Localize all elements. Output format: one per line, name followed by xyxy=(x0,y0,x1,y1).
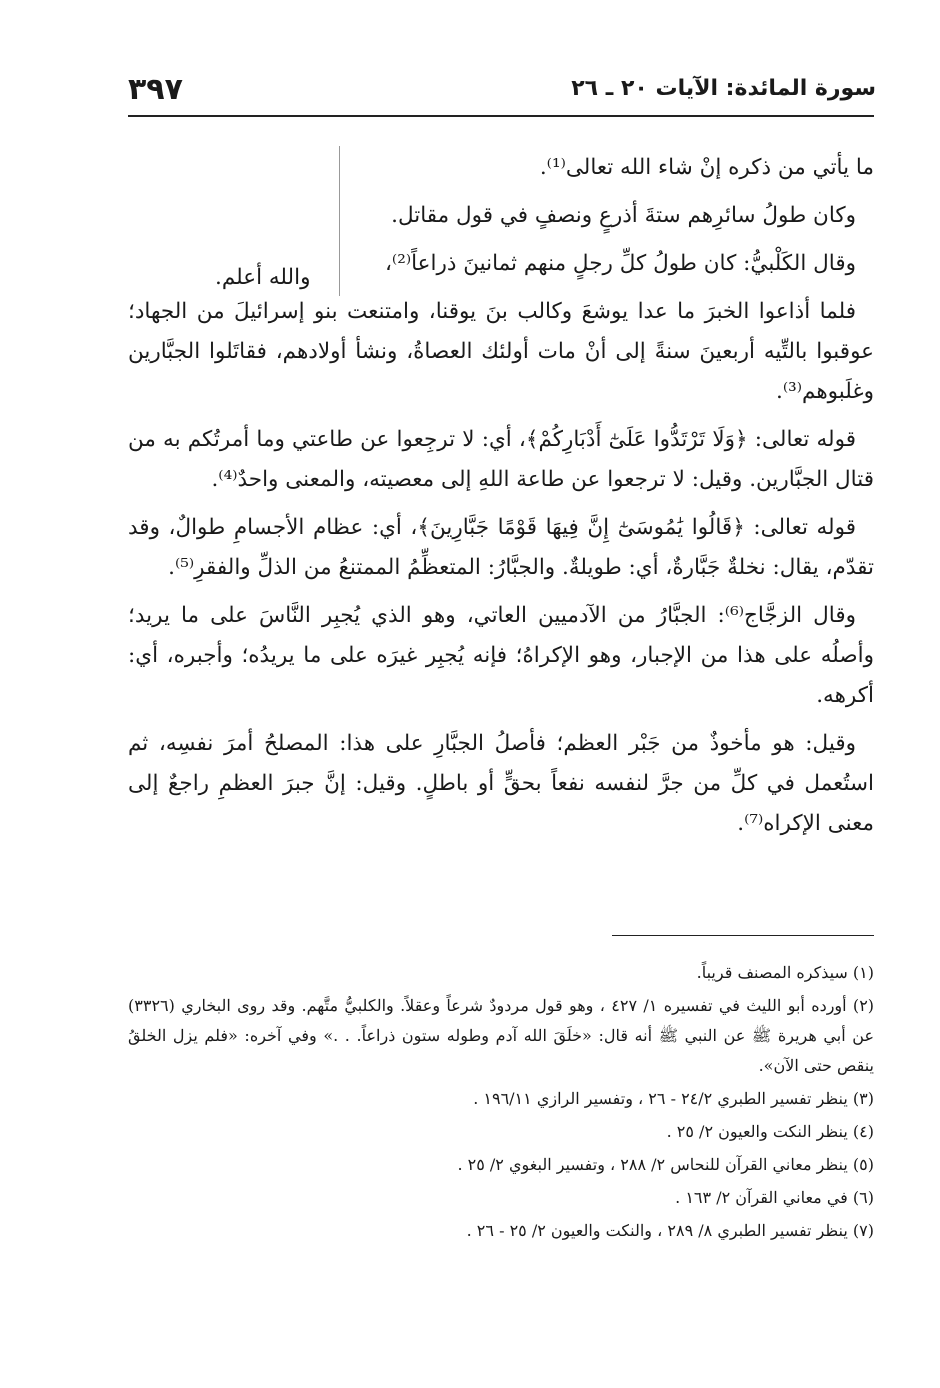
paragraph-8: وقيل: هو مأخوذٌ من جَبْر العظم؛ فأصلُ الجبَّارِ على هذا: المصلحُ أمرَ نفسِه، ثم استُعمل في كلِّ من جرَّ لنفسه نفعاً بحقٍّ أو باطلٍ. وقيل: إنَّ جبرَ العظمِ راجعٌ إلى معنى الإكراه⁽⁷⁾. xyxy=(128,731,874,836)
footnote-6: (٦) في معاني القرآن ٢/ ١٦٣ . xyxy=(675,1188,874,1207)
paragraph-4: فلما أذاعوا الخبرَ ما عدا يوشعَ وكالب بنَ يوقنا، وامتنعت بنو إسرائيلَ من الجهاد؛ عوقبوا بالتِّيه أربعينَ سنةً إلى أنْ مات أولئك العصاةُ، ونشأ أولادهم، فقاتَلوا الجبَّارين وغلَبوهم⁽³⁾. xyxy=(128,299,874,404)
page-header xyxy=(128,72,876,116)
footnote-1: (١) سيذكره المصنف قريباً. xyxy=(696,963,874,982)
paragraph-6: قوله تعالى: ﴿قَالُوا يَٰمُوسَىٰٓ إِنَّ فِيهَا قَوْمًا جَبَّارِينَ﴾، أي: عظام الأجسامِ طوالٌ، وقد تقدّم، يقال: نخلةٌ جَبَّارةٌ، أي: طويلةٌ. والجبَّارُ: المتعظِّمُ الممتنعُ من الذلِّ والفقرِ⁽⁵⁾. xyxy=(128,515,874,580)
footnotes xyxy=(128,958,874,1249)
surah-title: سورة المائدة: الآيات ٢٠ ـ ٢٦ xyxy=(571,76,876,101)
paragraph-1: ما يأتي من ذكره إنْ شاء الله تعالى⁽¹⁾. xyxy=(539,155,874,180)
paragraph-7: وقال الزجَّاج⁽⁶⁾: الجبَّارُ من الآدميين العاتي، وهو الذي يُجبِر النَّاسَ على ما يريد؛ وأصلُه على هذا من الإجبار، وهو الإكراهُ؛ فإنه يُجبِر غيرَه على ما يريدُه؛ وأجبره، أي: أكرهه. xyxy=(128,603,874,708)
aside-note: والله أعلم. xyxy=(215,265,311,290)
footnote-7: (٧) ينظر تفسير الطبري ٨/ ٢٨٩ ، والنكت والعيون ٢/ ٢٥ - ٢٦ . xyxy=(466,1221,874,1240)
page-number: ٣٩٧ xyxy=(128,72,183,107)
header-rule xyxy=(128,115,874,117)
main-text xyxy=(128,148,874,852)
footnote-5: (٥) ينظر معاني القرآن للنحاس ٢/ ٢٨٨ ، وتفسير البغوي ٢/ ٢٥ . xyxy=(457,1155,874,1174)
footnote-rule xyxy=(612,935,874,936)
paragraph-3: وقال الكَلْبيُّ: كان طولُ كلِّ رجلٍ منهم ثمانينَ ذراعاً⁽²⁾، xyxy=(384,251,856,276)
paragraph-2: وكان طولُ سائرِهم ستةَ أذرعٍ ونصفٍ في قول مقاتل. xyxy=(391,203,856,228)
footnote-4: (٤) ينظر النكت والعيون ٢/ ٢٥ . xyxy=(666,1122,874,1141)
footnote-2: (٢) أورده أبو الليث في تفسيره ١/ ٤٢٧ ، وهو قول مردودٌ شرعاً وعقلاً. والكلبيُّ متَّهم. وقد روى البخاري (٣٣٢٦) عن أبي هريرة ﷺ عن النبي ﷺ أنه قال: «خلَقَ الله آدم وطوله ستون ذراعاً. . .» وفي آخره: «فلم يزل الخلقُ ينقص حتى الآن». xyxy=(128,996,875,1075)
footnote-3: (٣) ينظر تفسير الطبري ٢٤/٢ - ٢٦ ، وتفسير الرازي ١٩٦/١١ . xyxy=(473,1089,874,1108)
paragraph-5: قوله تعالى: ﴿وَلَا تَرْتَدُّوا عَلَىٰٓ أَدْبَارِكُمْ﴾، أي: لا ترجِعوا عن طاعتي وما أمرتُكم به من قتال الجبَّارين. وقيل: لا ترجعوا عن طاعة اللهِ إلى معصيته، والمعنى واحدٌ⁽⁴⁾. xyxy=(128,427,874,492)
